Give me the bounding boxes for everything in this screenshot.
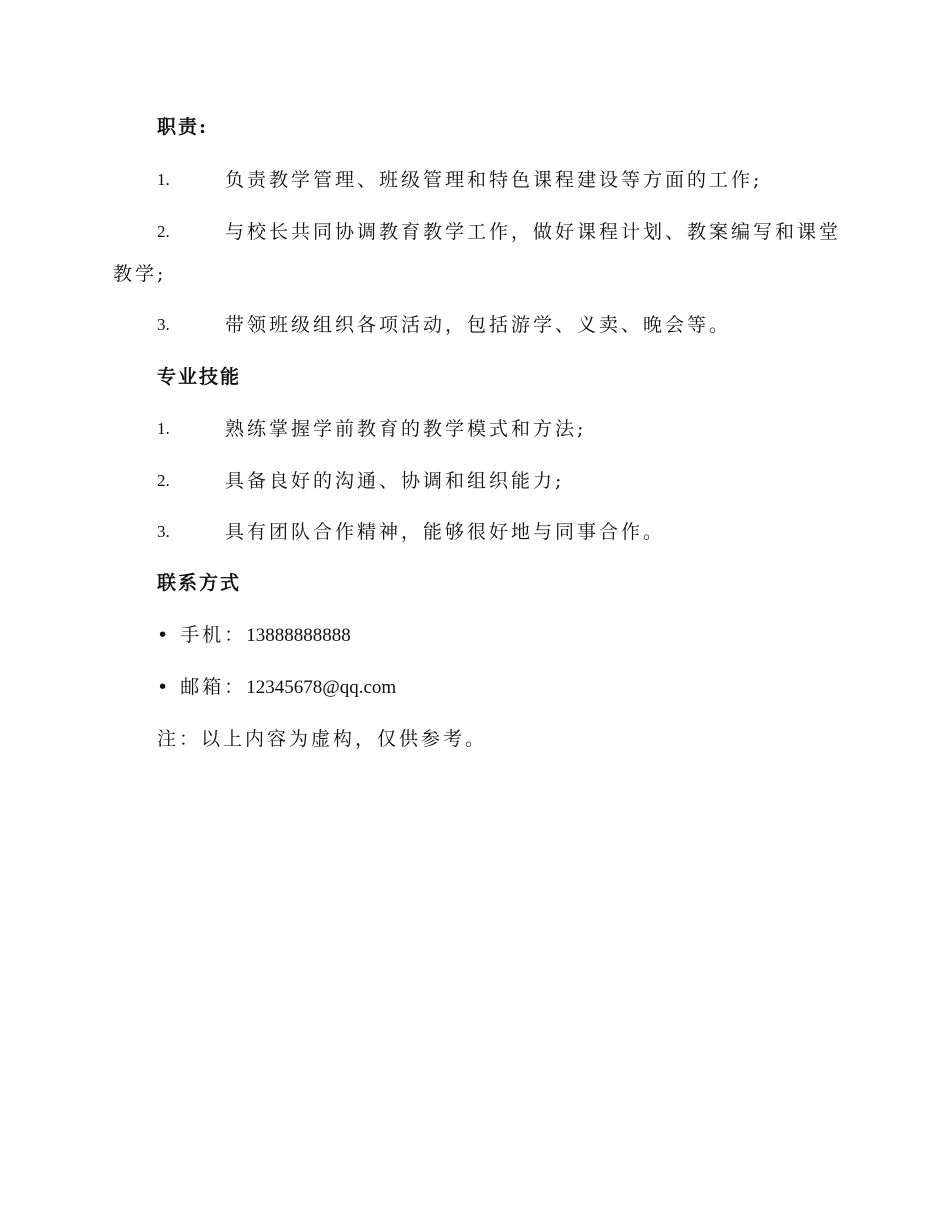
item-number: 3. (157, 522, 170, 541)
item-number: 2. (157, 471, 170, 490)
disclaimer-note: 注：以上内容为虚构，仅供参考。 (157, 728, 488, 750)
item-text: 与校长共同协调教育教学工作，做好课程计划、教案编写和课堂 (225, 221, 842, 243)
item-text: 具有团队合作精神，能够很好地与同事合作。 (225, 521, 666, 543)
email-label: • 邮箱： (157, 676, 247, 698)
phone-value: 13888888888 (246, 625, 351, 646)
contact-phone (157, 622, 351, 649)
item-text: 负责教学管理、班级管理和特色课程建设等方面的工作; (225, 169, 763, 191)
item-number: 2. (157, 222, 170, 241)
item-number: 3. (157, 315, 170, 334)
item-number: 1. (157, 419, 170, 438)
duties-heading: 职责: (157, 116, 209, 138)
item-text: 带领班级组织各项活动，包括游学、义卖、晚会等。 (225, 314, 732, 336)
item-text: 具备良好的沟通、协调和组织能力; (225, 470, 565, 492)
skills-heading: 专业技能 (157, 366, 242, 388)
phone-label: • 手机： (157, 624, 247, 646)
email-value: 12345678@qq.com (246, 677, 397, 698)
item-number: 1. (157, 170, 170, 189)
item-text-continuation: 教学; (113, 263, 167, 285)
contact-heading: 联系方式 (157, 572, 242, 594)
contact-email (157, 674, 396, 701)
item-text: 熟练掌握学前教育的教学模式和方法; (225, 418, 587, 440)
